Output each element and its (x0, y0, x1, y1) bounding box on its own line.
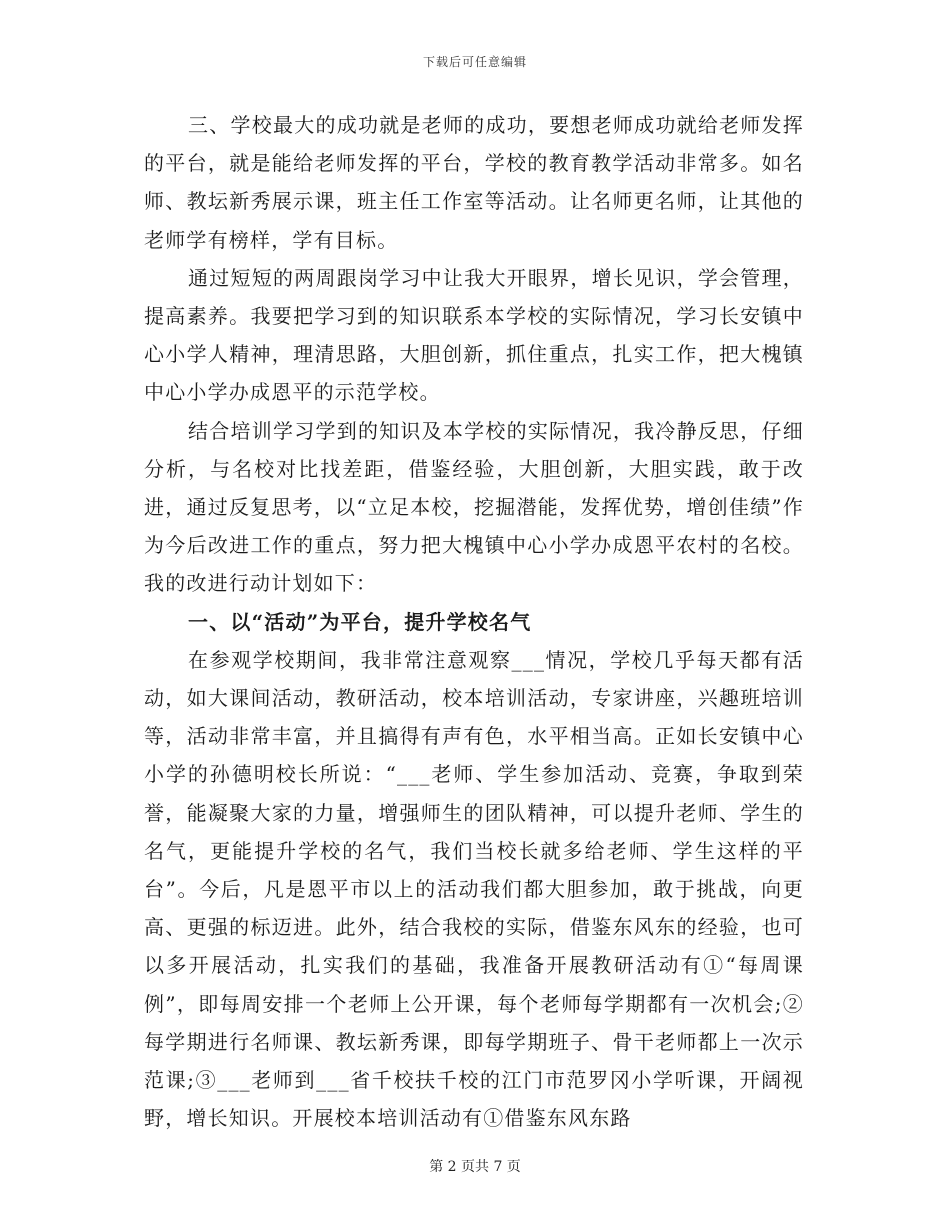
document-body (144, 106, 804, 1137)
paragraph-3: 结合培训学习学到的知识及本学校的实际情况，我冷静反思，仔细分析，与名校对比找差距，借鉴经验，大胆创新，大胆实践，敢于改进，通过反复思考，以“立足本校，挖掘潜能，发挥优势，增创佳绩”作为今后改进工作的重点，努力把大槐镇中心小学办成恩平农村的名校。我的改进行动计划如下： (144, 418, 804, 596)
paragraph-2: 通过短短的两周跟岗学习中让我大开眼界，增长见识，学会管理，提高素养。我要把学习到的知识联系本学校的实际情况，学习长安镇中心小学人精神，理清思路，大胆创新，抓住重点，扎实工作，把大槐镇中心小学办成恩平的示范学校。 (144, 265, 804, 405)
page-footer: 第 2 页共 7 页 (429, 1159, 521, 1175)
paragraph-1: 三、学校最大的成功就是老师的成功，要想老师成功就给老师发挥的平台，就是能给老师发挥的平台，学校的教育教学活动非常多。如名师、教坛新秀展示课，班主任工作室等活动。让名师更名师，让其他的老师学有榜样，学有目标。 (144, 113, 804, 252)
paragraph-4: 在参观学校期间，我非常注意观察___情况，学校几乎每天都有活动，如大课间活动，教研活动，校本培训活动，专家讲座，兴趣班培训等，活动非常丰富，并且搞得有声有色，水平相当高。正如长安镇中心小学的孙德明校长所说：“___老师、学生参加活动、竞赛，争取到荣誉，能凝聚大家的力量，增强师生的团队精神，可以提升老师、学生的名气，更能提升学校的名气，我们当校长就多给老师、学生这样的平台”。今后，凡是恩平市以上的活动我们都大胆参加，敢于挑战，向更高、更强的标迈进。此外，结合我校的实际，借鉴东风东的经验，也可以多开展活动，扎实我们的基础，我准备开展教研活动有①“每周课例”，即每周安排一个老师上公开课，每个老师每学期都有一次机会;② 每学期进行名师课、教坛新秀课，即每学期班子、骨干老师都上一次示范课;③___老师到___省千校扶千校的江门市范罗冈小学听课，开阔视野，增长知识。开展校本培训活动有①借鉴东风东路 (144, 647, 804, 1131)
page-header: 下载后可任意编辑 (422, 55, 527, 69)
section-heading: 一、以“活动”为平台，提升学校名气 (188, 609, 532, 634)
